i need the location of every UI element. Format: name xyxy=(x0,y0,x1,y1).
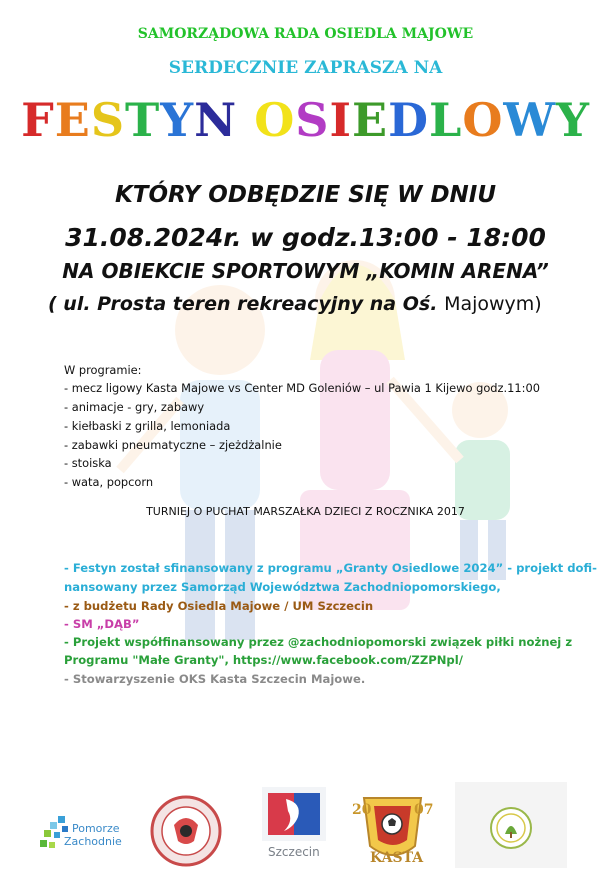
tournament-notice: TURNIEJ O PUCHAT MARSZAŁKA DZIECI Z ROCZNIKA 2017 xyxy=(146,505,465,518)
title-letter: S xyxy=(90,93,126,147)
kasta-year-left: 20 xyxy=(352,802,372,818)
title-letter xyxy=(237,93,254,147)
funding-line: - SM „DĄB” xyxy=(64,617,140,631)
title-letter: N xyxy=(194,93,238,147)
funding-line: - Projekt współfinansowany przez @zachodniopomorski związek piłki nożnej z xyxy=(64,635,573,649)
pomorze-mosaic-icon xyxy=(36,814,76,854)
program-item: - zabawki pneumatyczne – zjeżdżalnie xyxy=(64,438,282,452)
funding-line: - z budżetu Rady Osiedla Majowe / UM Szczecin xyxy=(64,599,374,613)
szczecin-griffin-icon xyxy=(258,785,330,843)
title-letter: E xyxy=(54,93,91,147)
address-tail: Majowym) xyxy=(444,293,542,315)
kasta-club-logo xyxy=(350,788,435,868)
funding-link-line[interactable]: Programu "Małe Granty", https://www.facebook.com/ZZPNpl/ xyxy=(64,653,463,667)
title-letter: D xyxy=(388,93,429,147)
venue: NA OBIEKCIE SPORTOWYM „KOMIN ARENA” xyxy=(62,259,549,283)
address xyxy=(48,293,542,315)
szczecin-label: Szczecin xyxy=(268,845,320,859)
title-letter: T xyxy=(125,93,161,147)
festival-title xyxy=(0,93,611,147)
program-item: - animacje - gry, zabawy xyxy=(64,400,205,414)
funding-line: nansowany przez Samorząd Województwa Zachodniopomorskiego, xyxy=(64,580,501,594)
title-letter: O xyxy=(462,93,504,147)
title-letter: S xyxy=(295,93,330,147)
pomorze-label-1: Pomorze xyxy=(72,822,120,835)
sm-dab-logo xyxy=(455,782,567,868)
funding-line: - Festyn został sfinansowany z programu „Granty Osiedlowe 2024” - projekt dofi- xyxy=(64,561,597,575)
title-letter: L xyxy=(428,93,463,147)
szczecin-logo xyxy=(258,785,330,867)
program-heading: W programie: xyxy=(64,363,142,377)
title-letter: E xyxy=(352,93,389,147)
kasta-name: KASTA xyxy=(370,850,424,866)
date-intro: KTÓRY ODBĘDZIE SIĘ W DNIU xyxy=(114,182,497,208)
title-letter: W xyxy=(503,93,557,147)
address-main: ( ul. Prosta teren rekreacyjny na Oś. xyxy=(48,293,438,315)
pomorze-label-2: Zachodnie xyxy=(64,835,122,848)
program-item: - wata, popcorn xyxy=(64,475,154,489)
title-letter: Y xyxy=(556,93,590,147)
pomorze-zachodnie-logo xyxy=(36,808,126,863)
title-letter: F xyxy=(21,93,55,147)
program-item: - mecz ligowy Kasta Majowe vs Center MD Goleniów – ul Pawia 1 Kijewo godz.11:00 xyxy=(64,381,540,395)
kasta-year-right: 07 xyxy=(414,802,434,818)
title-letter: O xyxy=(254,93,296,147)
date-time: 31.08.2024r. w godz.13:00 - 18:00 xyxy=(65,223,546,252)
funding-line: - Stowarzyszenie OKS Kasta Szczecin Majowe. xyxy=(64,672,366,686)
title-letter: I xyxy=(329,93,353,147)
regional-football-association-logo xyxy=(150,795,222,867)
title-letter: Y xyxy=(160,93,195,147)
organizer-heading: SAMORZĄDOWA RADA OSIEDLA MAJOWE xyxy=(137,26,474,42)
program-item: - stoiska xyxy=(64,456,112,470)
invite-heading: SERDECZNIE ZAPRASZA NA xyxy=(168,58,443,78)
program-item: - kiełbaski z grilla, lemoniada xyxy=(64,419,231,433)
